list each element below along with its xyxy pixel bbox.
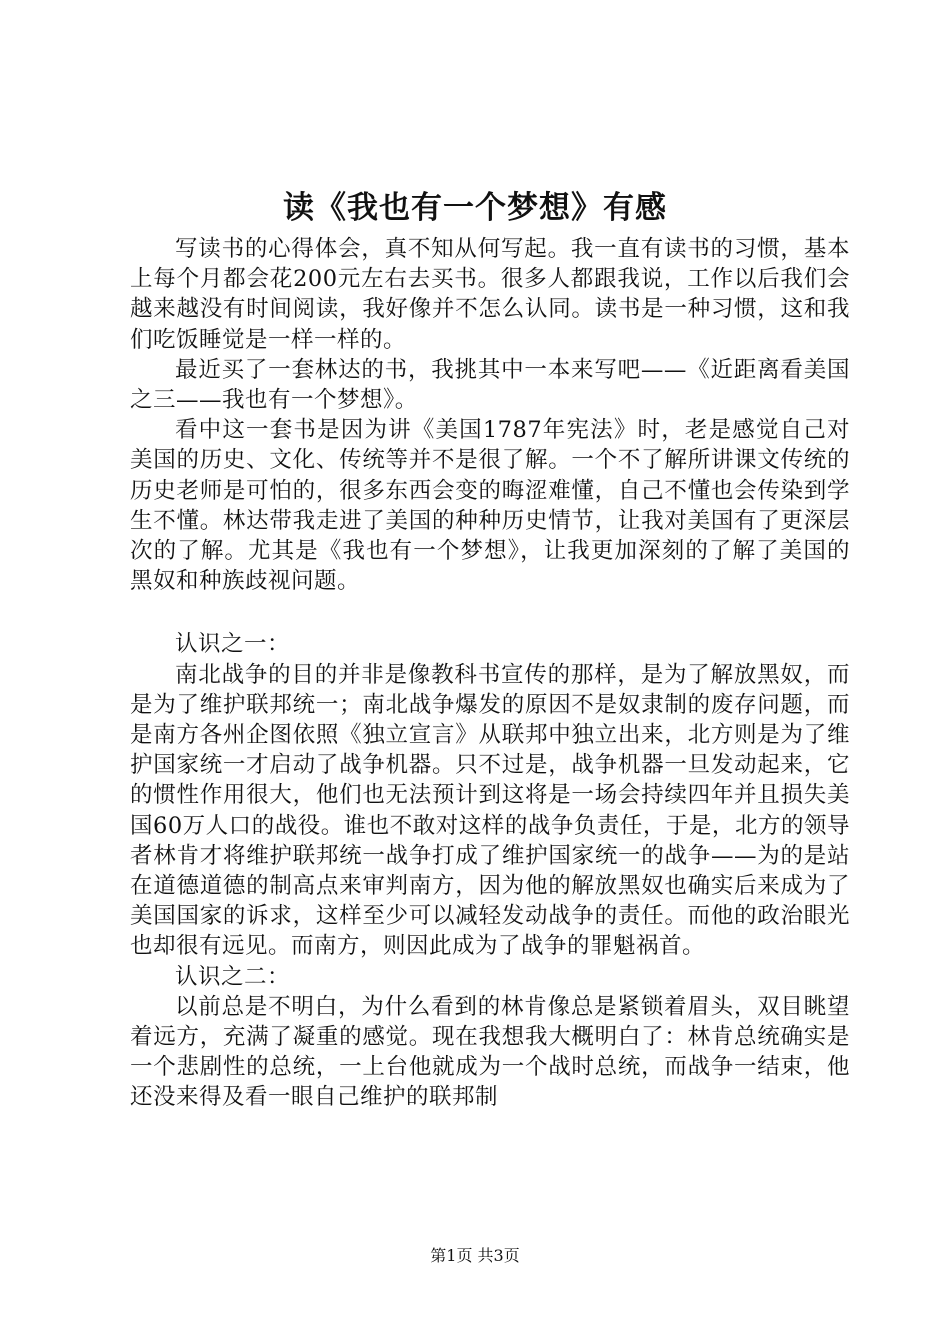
paragraph-book-choice: 最近买了一套林达的书，我挑其中一本来写吧——《近距离看美国之三——我也有一个梦想》。 <box>130 356 850 414</box>
paragraph-intro: 写读书的心得体会，真不知从何写起。我一直有读书的习惯，基本上每个月都会花200元左右去买书。很多人都跟我说，工作以后我们会越来越没有时间阅读，我好像并不怎么认同。读书是一种习惯，这和我们吃饭睡觉是一样一样的。 <box>130 236 850 353</box>
paragraph-spacer <box>130 596 850 629</box>
paragraph-lincoln: 以前总是不明白，为什么看到的林肯像总是紧锁着眉头，双目眺望着远方，充满了凝重的感觉。现在我想我大概明白了：林肯总统确实是一个悲剧性的总统，一上台他就成为一个战时总统，而战争一结束，他还没来得及看一眼自己维护的联邦制 <box>130 993 850 1111</box>
section-heading-one: 认识之一： <box>175 631 291 658</box>
section-heading-two: 认识之二： <box>175 963 291 990</box>
page-number-footer: 第1页 共3页 <box>430 1246 520 1265</box>
document-body <box>130 234 850 1113</box>
paragraph-reason: 看中这一套书是因为讲《美国1787年宪法》时，老是感觉自己对美国的历史、文化、传统等并不是很了解。一个不了解所讲课文传统的历史老师是可怕的，很多东西会变的晦涩难懂，自己不懂也会传染到学生不懂。林达带我走进了美国的种种历史情节，让我对美国有了更深层次的了解。尤其是《我也有一个梦想》，让我更加深刻的了解了美国的黑奴和种族歧视问题。 <box>130 417 850 595</box>
document-title: 读《我也有一个梦想》有感 <box>283 190 667 226</box>
paragraph-civil-war: 南北战争的目的并非是像教科书宣传的那样，是为了解放黑奴，而是为了维护联邦统一；南北战争爆发的原因不是奴隶制的废存问题，而是南方各州企图依照《独立宣言》从联邦中独立出来，北方则是为了维护国家统一才启动了战争机器。只不过是，战争机器一旦发动起来，它的惯性作用很大，他们也无法预计到这将是一场会持续四年并且损失美国60万人口的战役。谁也不敢对这样的战争负责任，于是，北方的领导者林肯才将维护联邦统一战争打成了维护国家统一的战争——为的是站在道德道德的制高点来审判南方，因为他的解放黑奴也确实后来成为了美国国家的诉求，这样至少可以减轻发动战争的责任。而他的政治眼光也却很有远见。而南方，则因此成为了战争的罪魁祸首。 <box>130 661 850 960</box>
